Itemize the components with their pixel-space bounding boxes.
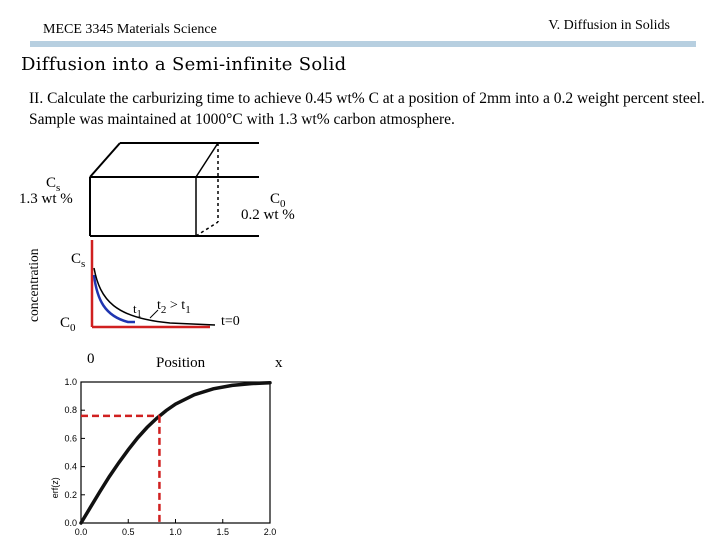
erf-y-tick-label: 1.0 — [64, 377, 77, 387]
erf-x-tick-label: 0.0 — [74, 527, 88, 537]
course-title: MECE 3345 Materials Science — [43, 22, 217, 37]
erf-curve — [81, 383, 270, 523]
bar-section-hidden-base — [196, 222, 218, 236]
profile-y-label: concentration — [26, 248, 41, 322]
erf-y-tick-label: 0.0 — [64, 518, 77, 528]
x-origin-label: 0 — [87, 351, 95, 367]
erf-x-tick-label: 0.5 — [121, 527, 135, 537]
problem-statement: II. Calculate the carburizing time to achieve 0.45 wt% C at a position of 2mm into a 0.2 weight percent steel. Sample was maintained at 1000°C with 1.3 wt% carbon atmosphere. — [29, 90, 705, 128]
erf-y-tick-label: 0.8 — [64, 405, 77, 416]
t0-label: t=0 — [221, 314, 240, 329]
initial-conc-value: 0.2 wt % — [241, 207, 295, 223]
t2-label: $t_2 > t_1$ — [157, 298, 191, 316]
erf-y-tick-label: 0.2 — [64, 489, 77, 500]
erf-x-tick-label: 1.5 — [216, 527, 230, 537]
initial-conc-label: $C_0$ — [270, 191, 286, 210]
bar-schematic — [90, 143, 259, 236]
surface-conc-label: $C_s$ — [46, 175, 61, 194]
profile-c0-label: $C_0$ — [60, 315, 76, 334]
t2-profile — [94, 268, 215, 325]
section-title: V. Diffusion in Solids — [548, 18, 670, 33]
x-axis-label: x — [275, 355, 283, 371]
erf-x-tick-label: 1.0 — [169, 527, 182, 537]
erf-x-tick-label: 2.0 — [263, 527, 277, 537]
bar-left-edge-top — [90, 143, 120, 177]
slide-title: Diffusion into a Semi-infinite Solid — [21, 54, 347, 75]
surface-conc-value: 1.3 wt % — [19, 191, 73, 207]
erf-y-axis-label: erf(z) — [50, 477, 60, 499]
profile-cs-label: $C_s$ — [71, 251, 86, 270]
erf-y-tick-label: 0.4 — [64, 461, 77, 472]
erf-chart — [50, 377, 276, 537]
x-position-label: Position — [156, 355, 206, 371]
t1-label: $t_1$ — [133, 301, 142, 320]
bar-section-top — [196, 143, 218, 177]
erf-y-tick-label: 0.6 — [64, 433, 77, 444]
